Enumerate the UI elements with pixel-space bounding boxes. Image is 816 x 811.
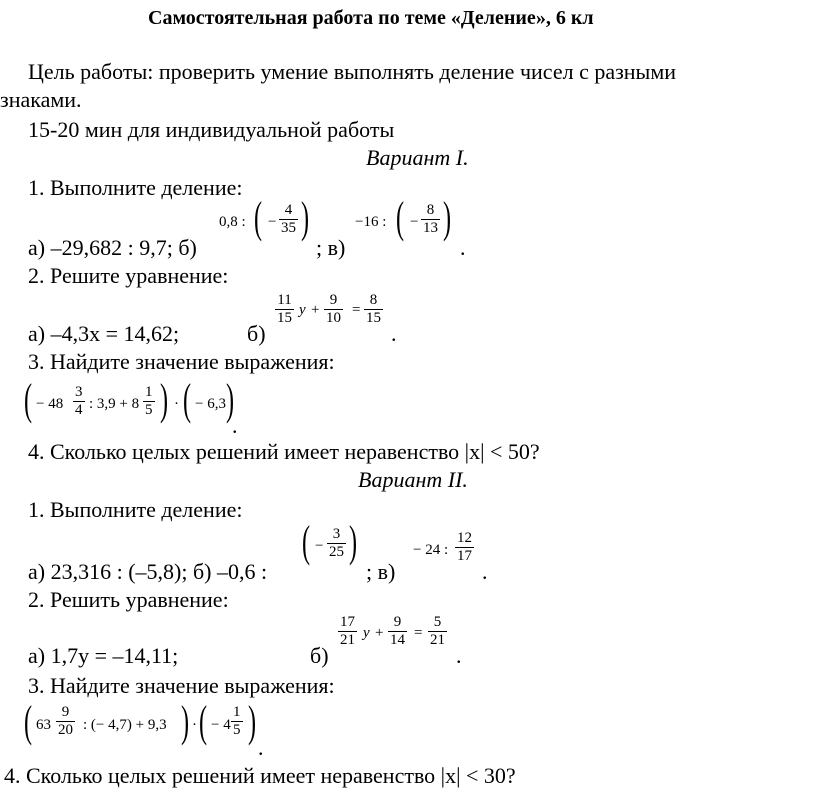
goal-line-2: знаками. <box>0 87 82 112</box>
v1-3-rparen: ) <box>160 375 169 424</box>
v2-2b-eq: = <box>414 625 423 641</box>
v1-1b-fraction <box>279 202 298 237</box>
fraction-numerator: 9 <box>329 292 338 308</box>
v2-2b-var: y <box>363 625 370 641</box>
v1-1b-lparen: ( <box>254 193 263 242</box>
fraction-numerator: 9 <box>61 704 70 720</box>
v1-task-1-a: а) –29,682 : 9,7; б) <box>28 235 197 260</box>
fraction-denominator: 35 <box>281 220 296 236</box>
v1-task-2-end: . <box>391 321 397 346</box>
v1-task-1-sep: ; в) <box>316 235 346 260</box>
v2-3-frac-2 <box>231 704 243 739</box>
v2-3-rparen: ) <box>181 697 190 746</box>
v2-1b-minus: − <box>315 538 324 554</box>
fraction-denominator: 25 <box>329 544 344 560</box>
v1-3-minus: − 48 <box>36 396 64 412</box>
variant-1-heading: Вариант I. <box>366 145 469 170</box>
v1-1c-fraction <box>421 202 440 237</box>
fraction-denominator: 4 <box>75 402 83 418</box>
v1-3-dot: · <box>174 396 179 412</box>
v1-1c-minus: − <box>410 214 419 230</box>
v2-2b-frac-1 <box>338 614 357 649</box>
fraction-numerator: 9 <box>393 614 402 630</box>
v2-3-frac-1 <box>56 704 75 739</box>
v1-2b-plus: + <box>311 302 320 318</box>
fraction-denominator: 13 <box>423 220 438 236</box>
v2-3-minus: − 4 <box>211 717 231 733</box>
v1-2b-eq: = <box>352 302 361 318</box>
fraction-denominator: 15 <box>277 310 292 326</box>
fraction-denominator: 5 <box>145 402 153 418</box>
v1-task-3-end: . <box>232 413 238 438</box>
v1-2b-var: y <box>299 302 306 318</box>
v1-task-1-end: . <box>460 235 466 260</box>
v2-3-lparen: ( <box>24 697 33 746</box>
fraction-numerator: 11 <box>277 292 292 308</box>
v1-3-lparen: ( <box>24 375 33 424</box>
time-note: 15-20 мин для индивидуальной работы <box>28 117 395 142</box>
v1-task-1: 1. Выполните деление: <box>28 175 243 200</box>
v1-3-mid: : 3,9 + 8 <box>89 396 140 412</box>
v1-task-2-a: а) –4,3x = 14,62; <box>28 321 180 346</box>
fraction-numerator: 3 <box>332 526 341 542</box>
v2-2b-plus: + <box>375 625 384 641</box>
v2-task-1-a: а) 23,316 : (–5,8); б) –0,6 : <box>28 559 268 584</box>
fraction-numerator: 4 <box>284 202 293 218</box>
fraction-numerator: 8 <box>369 292 378 308</box>
fraction-numerator: 5 <box>433 614 442 630</box>
v2-task-1-end: . <box>482 559 488 584</box>
v2-1c-pre: − 24 : <box>413 542 449 558</box>
v2-2b-frac-2 <box>388 614 407 649</box>
v2-task-2-a: а) 1,7y = –14,11; <box>28 643 179 668</box>
v1-2b-frac-2 <box>324 292 343 327</box>
v2-1c-fraction <box>455 530 474 565</box>
v1-1c-pre: −16 : <box>355 214 387 230</box>
v1-3-rparen-2: ) <box>226 375 235 424</box>
fraction-numerator: 8 <box>426 202 435 218</box>
v1-task-3: 3. Найдите значение выражения: <box>28 349 335 374</box>
v2-task-2-b: б) <box>310 643 329 668</box>
v2-3-lparen-2: ( <box>199 697 208 746</box>
fraction-numerator: 1 <box>145 384 153 400</box>
v1-3-tail: − 6,3 <box>195 396 226 412</box>
fraction-numerator: 1 <box>233 704 241 720</box>
v2-task-1-sep: ; в) <box>366 559 396 584</box>
goal-line-1: Цель работы: проверить умение выполнять деление чисел с разными <box>28 59 677 84</box>
v2-task-2: 2. Решить уравнение: <box>28 587 229 612</box>
v1-1b-rparen: ) <box>301 193 310 242</box>
v2-task-4: 4. Сколько целых решений имеет неравенство |x| < 30? <box>4 763 516 788</box>
fraction-denominator: 20 <box>58 722 73 738</box>
v2-3-dot: · <box>192 717 197 733</box>
fraction-numerator: 12 <box>457 530 472 546</box>
v1-1b-minus: − <box>268 214 277 230</box>
fraction-numerator: 3 <box>75 384 83 400</box>
v1-3-frac-1 <box>73 384 85 419</box>
v1-1c-lparen: ( <box>396 193 405 242</box>
fraction-denominator: 21 <box>340 632 355 648</box>
page-title: Самостоятельная работа по теме «Деление», 6 кл <box>148 7 594 29</box>
v1-3-frac-2 <box>143 384 155 419</box>
v1-3-lparen-2: ( <box>183 375 192 424</box>
v1-2b-frac-3 <box>364 292 383 327</box>
variant-2-heading: Вариант II. <box>358 467 468 492</box>
v1-task-2-b: б) <box>247 321 266 346</box>
v2-1b-lparen: ( <box>302 517 311 566</box>
v2-3-mid: : (− 4,7) + 9,3 <box>83 717 167 733</box>
fraction-denominator: 15 <box>366 310 381 326</box>
v2-task-3-end: . <box>258 735 264 760</box>
v2-task-3: 3. Найдите значение выражения: <box>28 673 335 698</box>
v1-1b-pre: 0,8 : <box>219 214 246 230</box>
fraction-numerator: 17 <box>340 614 355 630</box>
v1-2b-frac-1 <box>275 292 294 327</box>
fraction-denominator: 14 <box>390 632 405 648</box>
v2-task-1: 1. Выполните деление: <box>28 497 243 522</box>
v2-1b-fraction <box>327 526 346 561</box>
v2-3-rparen-2: ) <box>248 697 257 746</box>
v1-task-2: 2. Решите уравнение: <box>28 263 229 288</box>
v1-task-4: 4. Сколько целых решений имеет неравенство |x| < 50? <box>28 439 540 464</box>
v2-task-2-end: . <box>456 643 462 668</box>
fraction-denominator: 21 <box>430 632 445 648</box>
v2-2b-frac-3 <box>428 614 447 649</box>
v2-1b-rparen: ) <box>349 517 358 566</box>
fraction-denominator: 17 <box>457 548 472 564</box>
fraction-denominator: 5 <box>233 722 241 738</box>
fraction-denominator: 10 <box>326 310 341 326</box>
v1-1c-rparen: ) <box>443 193 452 242</box>
v2-3-pre: 63 <box>36 717 51 733</box>
